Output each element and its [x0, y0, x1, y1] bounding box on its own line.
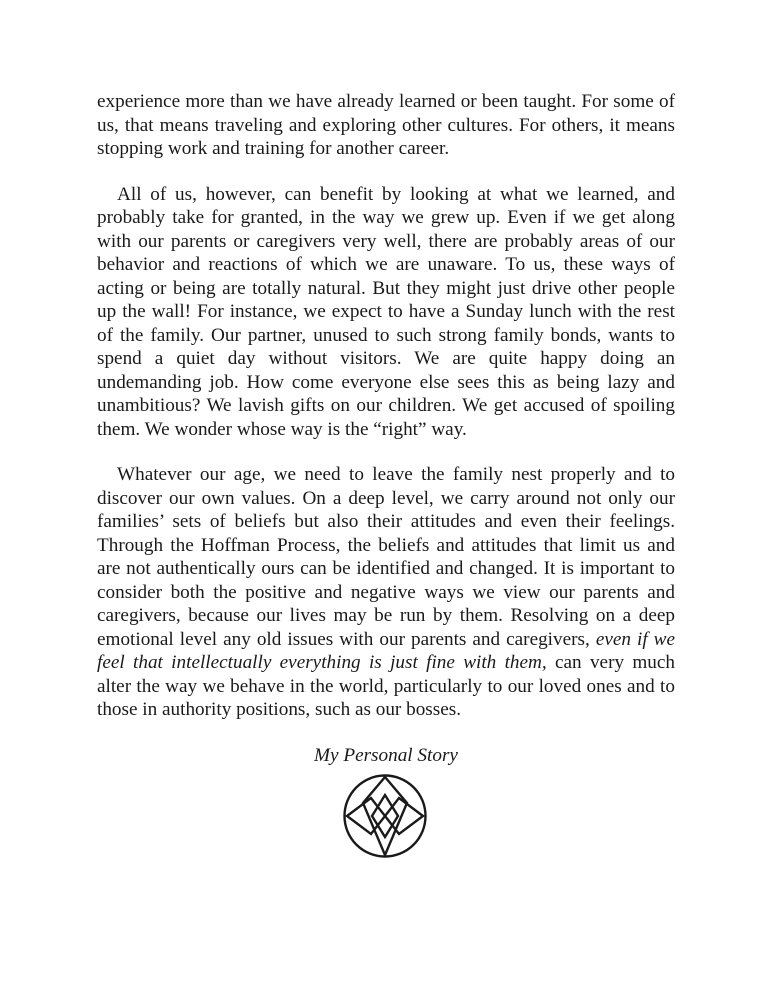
paragraph-continued: experience more than we have already learned or been taught. For some of us, that means traveling and exploring other cultures. For others, it means stopping work and training for another career. — [97, 91, 675, 159]
section-heading: My Personal Story — [314, 744, 458, 766]
page-body — [97, 90, 675, 768]
paragraph-family-nest-end: can very much alter the way we behave in the world, particularly to our loved ones and to those in authority positions, such as our bosses. — [97, 652, 675, 720]
paragraph-upbringing: All of us, however, can benefit by looking at what we learned, and probably take for granted, in the way we grew up. Even if we get along with our parents or caregivers very well, there are probably areas of our behavior and reactions of which we are unaware. To us, these ways of acting or being are totally natural. But they might just drive other people up the wall! For instance, we expect to have a Sunday lunch with the rest of the family. Our partner, unused to such strong family bonds, wants to spend a quiet day without visitors. We are quite happy doing an undemanding job. How come everyone else sees this as being lazy and unambitious? We lavish gifts on our children. We get accused of spoiling them. We wonder whose way is the “right” way. — [97, 183, 675, 440]
paragraph-family-nest — [97, 463, 675, 722]
circle-diamond-knot-icon — [342, 773, 428, 859]
paragraph-family-nest-start: Whatever our age, we need to leave the family nest properly and to discover our own values. On a deep level, we carry around not only our families’ sets of beliefs but also their attitudes and even their feelings. Through the Hoffman Process, the beliefs and attitudes that limit us and are not authentically ours can be identified and changed. It is important to consider both the positive and negative ways we view our parents and caregivers, because our lives may be run by them. Resolving on a deep emotional level any old issues with our parents and caregivers, — [97, 464, 675, 650]
paragraph-family-nest-emphasis: even if we feel that intellectually everything is just fine with them, — [97, 628, 675, 673]
